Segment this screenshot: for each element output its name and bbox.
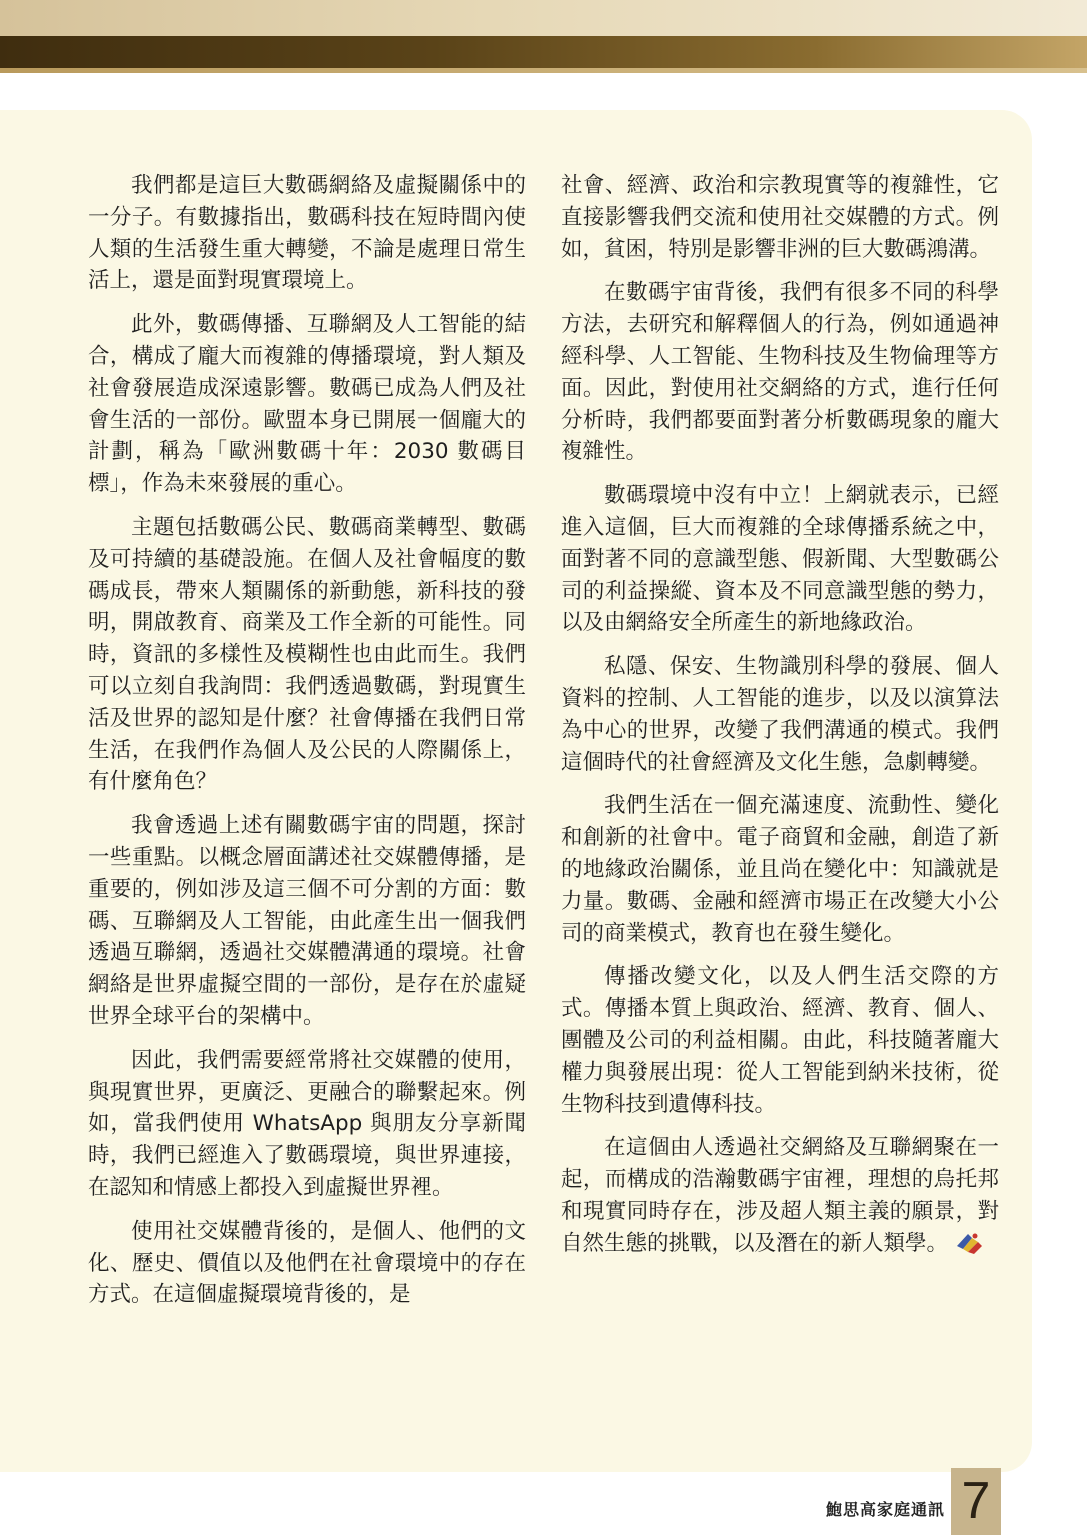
header-underline (0, 68, 1087, 73)
paragraph: 我們生活在一個充滿速度、流動性、變化和創新的社會中。電子商貿和金融，創造了新的地緣政治關係，並且尚在變化中：知識就是力量。數碼、金融和經濟市場正在改變大小公司的商業模式，教育也在發生變化。 (561, 793, 999, 946)
paragraph: 私隱、保安、生物識別科學的發展、個人資料的控制、人工智能的進步，以及以演算法為中心的世界，改變了我們溝通的模式。我們這個時代的社會經濟及文化生態，急劇轉變。 (561, 654, 999, 775)
header-top-stripe (0, 0, 1087, 36)
paragraph: 我會透過上述有關數碼宇宙的問題，探討一些重點。以概念層面講述社交媒體傳播，是重要的，例如涉及這三個不可分割的方面：數碼、互聯網及人工智能，由此產生出一個我們透過互聯網，透過社交媒體溝通的環境。社會網絡是世界虛擬空間的一部份，是存在於虛疑世界全球平台的架構中。 (88, 813, 526, 1029)
paragraph: 數碼環境中沒有中立！上網就表示，已經進入這個，巨大而複雜的全球傳播系統之中，面對著不同的意識型態、假新聞、大型數碼公司的利益操縱、資本及不同意識型態的勢力，以及由網絡安全所產生的新地緣政治。 (561, 483, 999, 636)
paragraph: 在數碼宇宙背後，我們有很多不同的科學方法，去研究和解釋個人的行為，例如通過神經科學、人工智能、生物科技及生物倫理等方面。因此，對使用社交網絡的方式，進行任何分析時，我們都要面對著分析數碼現象的龐大複雜性。 (561, 280, 999, 465)
paragraph: 此外，數碼傳播、互聯網及人工智能的結合，構成了龐大而複雜的傳播環境，對人類及社會發展造成深遠影響。數碼已成為人們及社會生活的一部份。歐盟本身已開展一個龐大的計劃，稱為「歐洲數碼十年：2030 數碼目標」，作為未來發展的重心。 (88, 312, 526, 497)
paragraph: 主題包括數碼公民、數碼商業轉型、數碼及可持續的基礎設施。在個人及社會幅度的數碼成長，帶來人類關係的新動態，新科技的發明，開啟教育、商業及工作全新的可能性。同時，資訊的多樣性及模糊性也由此而生。我們可以立刻自我詢問：我們透過數碼，對現實生活及世界的認知是什麼？社會傳播在我們日常生活，在我們作為個人及公民的人際關係上，有什麼角色？ (88, 514, 526, 795)
paragraph: 因此，我們需要經常將社交媒體的使用，與現實世界，更廣泛、更融合的聯繫起來。例如，當我們使用 WhatsApp 與朋友分享新聞時，我們已經進入了數碼環境，與世界連接，在認知和情感上都投入到虛擬世界裡。 (88, 1047, 526, 1200)
paragraph-text: 在這個由人透過社交網絡及互聯網聚在一起，而構成的浩瀚數碼宇宙裡，理想的烏托邦和現實同時存在，涉及超人類主義的願景，對自然生態的挑戰，以及潛在的新人類學。 (561, 1135, 999, 1256)
paragraph: 使用社交媒體背後的，是個人、他們的文化、歷史、價值以及他們在社會環境中的存在方式。在這個虛擬環境背後的，是 (88, 1218, 526, 1308)
paragraph: 我們都是這巨大數碼網絡及虛擬關係中的一分子。有數據指出，數碼科技在短時間內使人類的生活發生重大轉變，不論是處理日常生活上，還是面對現實環境上。 (88, 173, 526, 294)
header-band (0, 36, 1087, 68)
paragraph: 傳播改變文化，以及人們生活交際的方式。傳播本質上與政治、經濟、教育、個人、團體及公司的利益相關。由此，科技隨著龐大權力與發展出現：從人工智能到納米技術，從生物科技到遺傳科技。 (561, 964, 999, 1117)
paragraph: 社會、經濟、政治和宗教現實等的複雜性，它直接影響我們交流和使用社交媒體的方式。例如，貧困，特別是影響非洲的巨大數碼鴻溝。 (561, 173, 999, 262)
end-mark-icon (954, 1230, 984, 1256)
page-number: 7 (951, 1468, 1001, 1535)
paragraph-last (561, 1132, 999, 1259)
left-column (88, 170, 526, 1323)
right-column (561, 170, 999, 1272)
publication-title: 鮑思高家庭通訊 (825, 1500, 945, 1519)
